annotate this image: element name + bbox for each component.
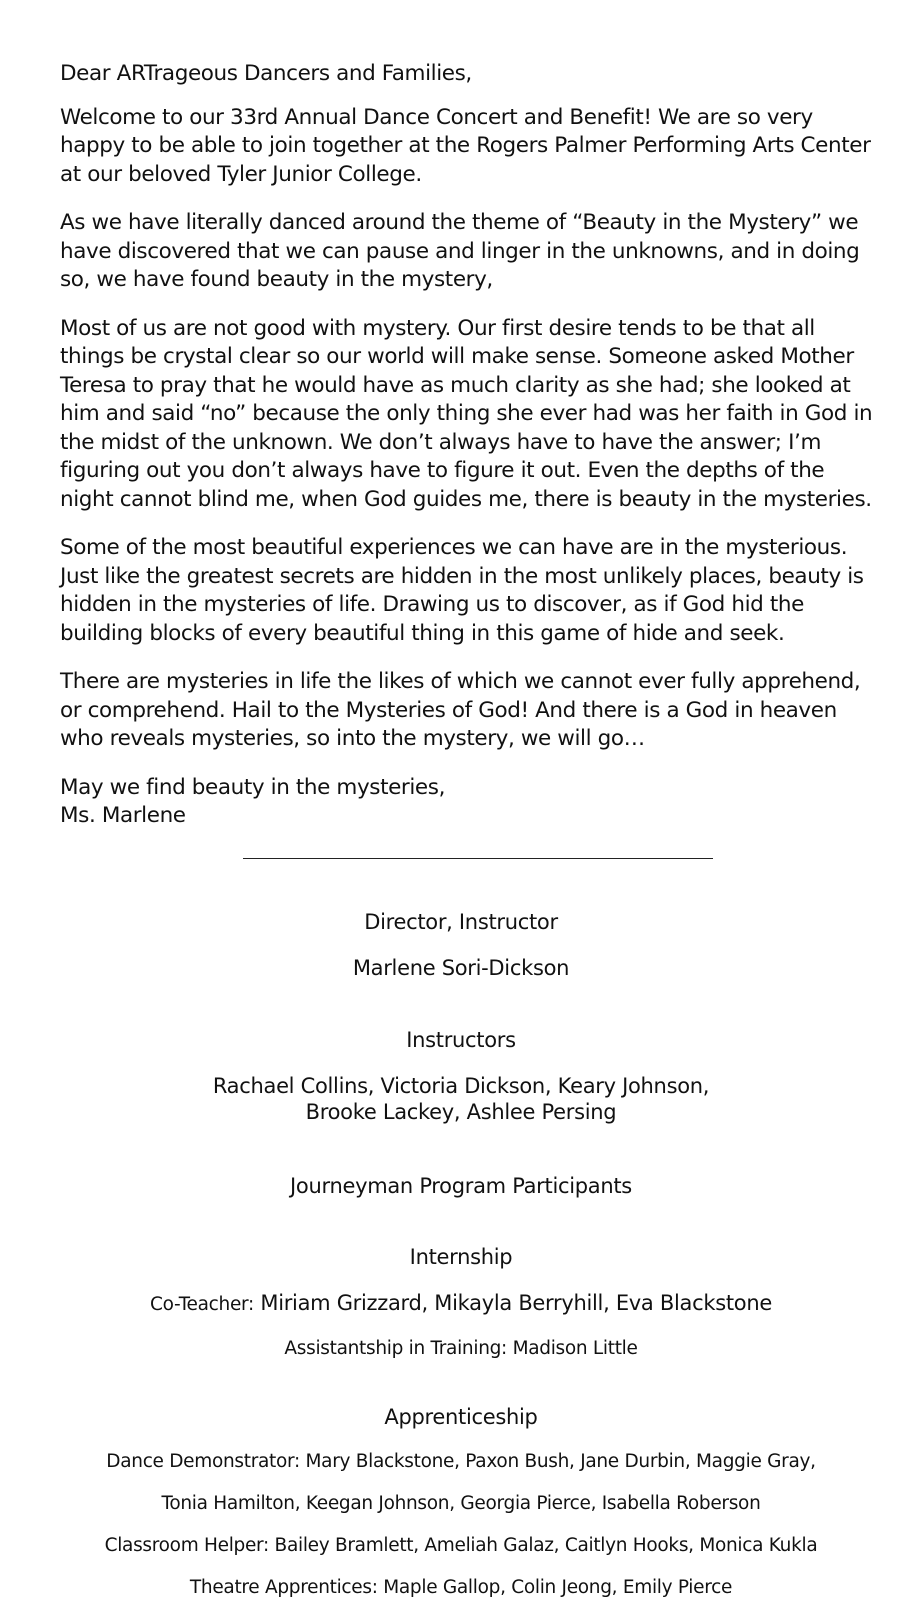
coteacher-label: Co-Teacher: [150, 1294, 254, 1315]
welcome-letter [60, 60, 910, 831]
director-name: Marlene Sori-Dickson [352, 956, 570, 980]
apprenticeship-line-3: Classroom Helper: Bailey Bramlett, Ameliah Galaz, Caitlyn Hooks, Monica Kukla [104, 1535, 818, 1556]
letter-closing: May we find beauty in the mysteries, [60, 774, 445, 800]
journeyman-heading: Journeyman Program Participants [290, 1174, 632, 1198]
apprenticeship-line-4: Theatre Apprentices: Maple Gallop, Colin Jeong, Emily Pierce [189, 1577, 733, 1598]
letter-paragraph-3: Most of us are not good with mystery. Our first desire tends to be that all things be crystal clear so our world will make sense. Someone asked Mother Teresa to pray that he would have as much clarity as she had; she looked at him and said “no” because the only thing she ever had was her faith in God in the midst of the unknown. We don’t always have to have the answer; I’m figuring out you don’t always have to figure it out. Even the depths of the night cannot blind me, when God guides me, there is beauty in the mysteries. [60, 315, 873, 512]
letter-paragraph-5: There are mysteries in life the likes of which we cannot ever fully apprehend, or comprehend. Hail to the Mysteries of God! And there is a God in heaven who reveals mysteries, so into the mystery, we will go… [60, 669, 861, 751]
instructors-names: Rachael Collins, Victoria Dickson, Keary Johnson, Brooke Lackey, Ashlee Persing [212, 1074, 710, 1124]
divider-line [243, 858, 713, 859]
staff-credits [0, 890, 922, 1618]
letter-paragraph-2: As we have literally danced around the theme of “Beauty in the Mystery” we have discovered that we can pause and linger in the unknowns, and in doing so, we have found beauty in the mystery, [60, 210, 860, 292]
letter-signature: Ms. Marlene [60, 803, 186, 828]
letter-paragraph-1: Welcome to our 33rd Annual Dance Concert and Benefit! We are so very happy to be able to join together at the Rogers Palmer Performing Arts Center at our beloved Tyler Junior College. [60, 104, 871, 187]
internship-heading: Internship [409, 1245, 513, 1269]
apprenticeship-line-2: Tonia Hamilton, Keegan Johnson, Georgia Pierce, Isabella Roberson [161, 1493, 761, 1514]
instructors-heading: Instructors [406, 1028, 516, 1052]
apprenticeship-heading: Apprenticeship [384, 1405, 538, 1429]
director-heading: Director, Instructor [364, 910, 558, 934]
letter-paragraph-4: Some of the most beautiful experiences we can have are in the mysterious. Just like the greatest secrets are hidden in the most unlikely places, beauty is hidden in the mysteries of life. Drawing us to discover, as if God hid the building blocks of every beautiful thing in this game of hide and seek. [60, 535, 864, 646]
apprenticeship-line-1: Dance Demonstrator: Mary Blackstone, Paxon Bush, Jane Durbin, Maggie Gray, [106, 1451, 816, 1472]
letter-greeting: Dear ARTrageous Dancers and Families, [60, 61, 472, 86]
assistantship-line: Assistantship in Training: Madison Little [284, 1338, 638, 1359]
coteacher-line [0, 1290, 922, 1318]
coteacher-names: Miriam Grizzard, Mikayla Berryhill, Eva Blackstone [260, 1291, 772, 1315]
